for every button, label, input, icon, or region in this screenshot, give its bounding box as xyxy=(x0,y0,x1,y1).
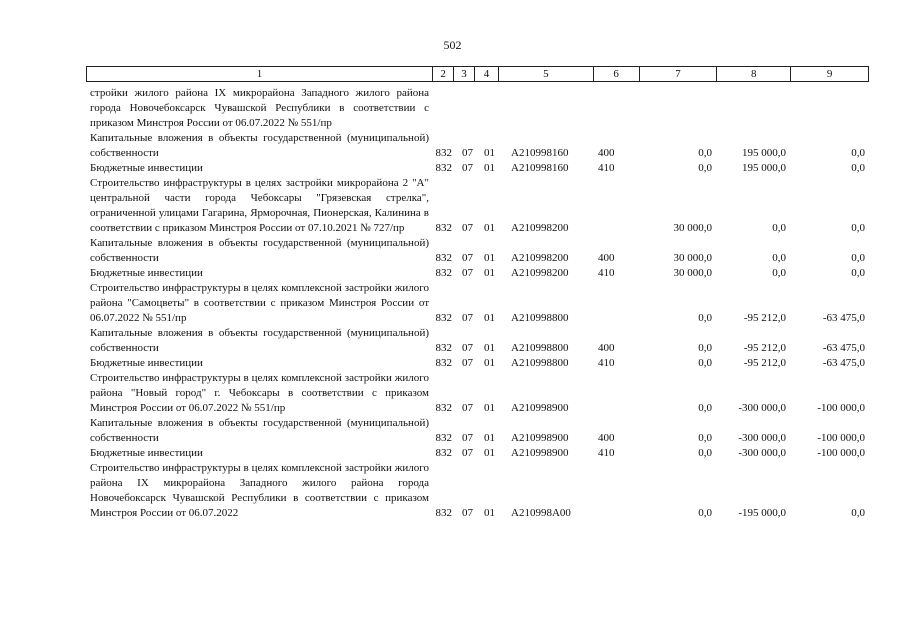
header-col-5: 5 xyxy=(499,67,594,81)
row-col-2: 832 xyxy=(435,312,452,324)
row-col-5: А210998900 xyxy=(511,447,569,459)
row-name: Строительство инфраструктуры в целях комплексной застройки жилого района "Самоцветы" в соответствии с приказом Минстроя России от 06.07.2022 № 551/пр xyxy=(90,282,429,324)
row-col-2: 832 xyxy=(435,252,452,264)
row-name: Бюджетные инвестиции xyxy=(90,267,203,279)
row-col-2: 832 xyxy=(435,507,452,519)
row-col-6: 400 xyxy=(598,147,615,159)
row-name: Строительство инфраструктуры в целях застройки микрорайона 2 "А" центральной части города Чебоксары "Грязевская стрелка", ограниченной улицами Гагарина, Ярморочная, Пионерская, Калинина в соответствии с приказом Минстроя России от 07.10.2021 № 727/пр xyxy=(90,177,429,234)
row-col-2: 832 xyxy=(435,342,452,354)
row-col-5: А210998800 xyxy=(511,357,569,369)
row-name: Бюджетные инвестиции xyxy=(90,357,203,369)
row-col-9: -63 475,0 xyxy=(822,342,865,354)
table-row xyxy=(86,461,869,521)
row-name: Капитальные вложения в объекты государственной (муниципальной) собственности xyxy=(90,417,429,444)
row-col-8: 195 000,0 xyxy=(742,147,786,159)
row-col-8: -195 000,0 xyxy=(738,507,786,519)
row-col-3: 07 xyxy=(462,432,473,444)
table-row xyxy=(86,446,869,461)
row-col-9: -63 475,0 xyxy=(822,312,865,324)
row-col-3: 07 xyxy=(462,342,473,354)
table-row xyxy=(86,236,869,266)
row-col-7: 0,0 xyxy=(698,342,712,354)
table-row xyxy=(86,356,869,371)
row-col-3: 07 xyxy=(462,447,473,459)
row-col-2: 832 xyxy=(435,402,452,414)
row-col-8: -300 000,0 xyxy=(738,402,786,414)
row-col-9: -100 000,0 xyxy=(817,402,865,414)
row-name: Капитальные вложения в объекты государственной (муниципальной) собственности xyxy=(90,237,429,264)
row-col-7: 0,0 xyxy=(698,357,712,369)
row-col-2: 832 xyxy=(435,222,452,234)
row-col-5: А210998200 xyxy=(511,252,569,264)
row-col-6: 400 xyxy=(598,252,615,264)
row-col-3: 07 xyxy=(462,267,473,279)
row-col-8: -300 000,0 xyxy=(738,432,786,444)
row-col-3: 07 xyxy=(462,507,473,519)
row-col-6: 410 xyxy=(598,357,615,369)
row-name: Строительство инфраструктуры в целях комплексной застройки жилого района IX микрорайона Западного жилого района города Новочебоксарск Чувашской Республики в соответствии с приказом Минстроя России от 06.07.2022 xyxy=(90,462,429,519)
header-col-2: 2 xyxy=(433,67,454,81)
header-col-8: 8 xyxy=(717,67,791,81)
row-name: стройки жилого района IX микрорайона Западного жилого района города Новочебоксарск Чувашской Республики в соответствии с приказом Минстроя России от 06.07.2022 № 551/пр xyxy=(90,87,429,129)
header-col-1: 1 xyxy=(87,67,433,81)
row-col-4: 01 xyxy=(484,357,495,369)
row-col-2: 832 xyxy=(435,147,452,159)
row-col-5: А210998900 xyxy=(511,402,569,414)
table-row xyxy=(86,326,869,356)
table-body xyxy=(86,86,869,521)
row-col-5: А210998800 xyxy=(511,342,569,354)
row-col-9: 0,0 xyxy=(851,222,865,234)
row-col-4: 01 xyxy=(484,222,495,234)
row-col-8: 0,0 xyxy=(772,252,786,264)
table-row xyxy=(86,281,869,326)
row-col-4: 01 xyxy=(484,402,495,414)
row-col-7: 0,0 xyxy=(698,162,712,174)
row-col-9: 0,0 xyxy=(851,252,865,264)
table-row xyxy=(86,86,869,131)
row-name: Строительство инфраструктуры в целях комплексной застройки жилого района "Новый город" г. Чебоксары в соответствии с приказом Минстроя России от 06.07.2022 № 551/пр xyxy=(90,372,429,414)
row-col-6: 400 xyxy=(598,342,615,354)
row-col-2: 832 xyxy=(435,357,452,369)
table-header xyxy=(86,66,869,82)
row-col-7: 0,0 xyxy=(698,402,712,414)
header-col-7: 7 xyxy=(640,67,718,81)
row-col-6: 400 xyxy=(598,432,615,444)
row-col-2: 832 xyxy=(435,267,452,279)
table-row xyxy=(86,176,869,236)
row-col-3: 07 xyxy=(462,252,473,264)
row-col-9: -100 000,0 xyxy=(817,432,865,444)
row-col-7: 30 000,0 xyxy=(673,252,712,264)
page-number: 502 xyxy=(443,38,462,52)
row-col-3: 07 xyxy=(462,312,473,324)
row-col-8: -95 212,0 xyxy=(743,342,786,354)
row-col-2: 832 xyxy=(435,432,452,444)
table-row xyxy=(86,266,869,281)
row-col-8: -95 212,0 xyxy=(743,312,786,324)
row-col-4: 01 xyxy=(484,507,495,519)
row-name: Бюджетные инвестиции xyxy=(90,447,203,459)
row-col-7: 30 000,0 xyxy=(673,267,712,279)
header-col-4: 4 xyxy=(475,67,499,81)
row-col-6: 410 xyxy=(598,162,615,174)
row-col-8: 195 000,0 xyxy=(742,162,786,174)
row-col-4: 01 xyxy=(484,312,495,324)
row-col-3: 07 xyxy=(462,402,473,414)
row-col-5: А210998160 xyxy=(511,162,569,174)
row-col-5: А210998200 xyxy=(511,222,569,234)
table-row xyxy=(86,416,869,446)
row-col-7: 0,0 xyxy=(698,147,712,159)
header-col-3: 3 xyxy=(454,67,475,81)
row-col-7: 30 000,0 xyxy=(673,222,712,234)
row-col-4: 01 xyxy=(484,252,495,264)
row-col-8: 0,0 xyxy=(772,267,786,279)
row-col-8: 0,0 xyxy=(772,222,786,234)
row-col-4: 01 xyxy=(484,342,495,354)
row-col-7: 0,0 xyxy=(698,312,712,324)
header-col-9: 9 xyxy=(826,68,833,80)
row-col-3: 07 xyxy=(462,357,473,369)
header-col-6: 6 xyxy=(594,67,640,81)
row-col-9: -63 475,0 xyxy=(822,357,865,369)
row-col-2: 832 xyxy=(435,447,452,459)
row-col-9: 0,0 xyxy=(851,162,865,174)
row-col-2: 832 xyxy=(435,162,452,174)
row-col-5: А210998900 xyxy=(511,432,569,444)
row-name: Бюджетные инвестиции xyxy=(90,162,203,174)
row-col-6: 410 xyxy=(598,447,615,459)
row-name: Капитальные вложения в объекты государственной (муниципальной) собственности xyxy=(90,327,429,354)
row-col-3: 07 xyxy=(462,222,473,234)
row-col-5: А210998200 xyxy=(511,267,569,279)
row-col-9: 0,0 xyxy=(851,507,865,519)
row-col-9: -100 000,0 xyxy=(817,447,865,459)
row-col-5: А210998800 xyxy=(511,312,569,324)
row-col-5: А210998А00 xyxy=(511,507,571,519)
row-col-4: 01 xyxy=(484,162,495,174)
row-col-9: 0,0 xyxy=(851,267,865,279)
row-col-7: 0,0 xyxy=(698,507,712,519)
row-col-3: 07 xyxy=(462,147,473,159)
row-col-4: 01 xyxy=(484,147,495,159)
table-row xyxy=(86,131,869,161)
row-col-8: -300 000,0 xyxy=(738,447,786,459)
row-col-8: -95 212,0 xyxy=(743,357,786,369)
row-col-4: 01 xyxy=(484,432,495,444)
row-col-7: 0,0 xyxy=(698,432,712,444)
row-col-7: 0,0 xyxy=(698,447,712,459)
row-col-3: 07 xyxy=(462,162,473,174)
row-col-5: А210998160 xyxy=(511,147,569,159)
row-col-9: 0,0 xyxy=(851,147,865,159)
row-col-4: 01 xyxy=(484,447,495,459)
table-row xyxy=(86,371,869,416)
row-col-6: 410 xyxy=(598,267,615,279)
row-name: Капитальные вложения в объекты государственной (муниципальной) собственности xyxy=(90,132,429,159)
row-col-4: 01 xyxy=(484,267,495,279)
table-row xyxy=(86,161,869,176)
